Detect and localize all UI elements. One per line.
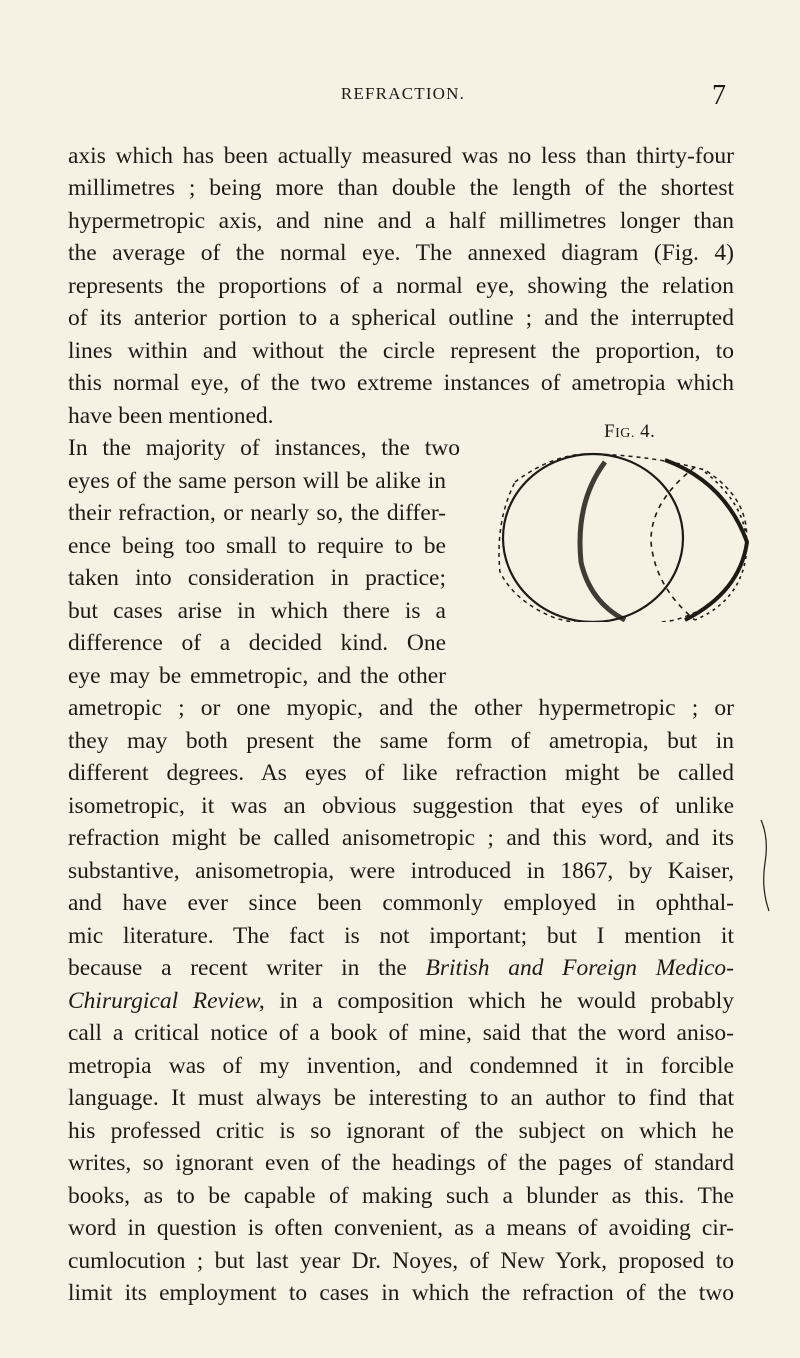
text-line: eyes of the same person will be alike in bbox=[68, 468, 446, 494]
text-line: taken into consideration in practice; bbox=[68, 565, 446, 591]
text-line: axis which has been actually measured was no less than thirty-four bbox=[68, 143, 734, 169]
text-line: word in question is often convenient, as a means of avoiding cir- bbox=[68, 1215, 734, 1241]
text-line: call a critical notice of a book of mine, said that the word aniso- bbox=[68, 1020, 734, 1046]
text-line-with-italic: Chirurgical Review, in a composition which he would probably bbox=[68, 988, 734, 1014]
text-line: have been mentioned. bbox=[68, 403, 274, 429]
text-line: represents the proportions of a normal eye, showing the relation bbox=[68, 273, 734, 299]
text-line: millimetres ; being more than double the length of the shortest bbox=[68, 175, 734, 201]
text-line: and have ever since been commonly employed in ophthal- bbox=[68, 890, 734, 916]
text-line: this normal eye, of the two extreme instances of ametropia which bbox=[68, 370, 734, 396]
text-line: books, as to be capable of making such a blunder as this. The bbox=[68, 1183, 734, 1209]
text-line: writes, so ignorant even of the headings of the pages of standard bbox=[68, 1150, 734, 1176]
text-line: difference of a decided kind. One bbox=[68, 630, 446, 656]
text-line: the average of the normal eye. The annexed diagram (Fig. 4) bbox=[68, 240, 734, 266]
text-line: refraction might be called anisometropic ; and this word, and its bbox=[68, 825, 734, 851]
text-line: limit its employment to cases in which the refraction of the two bbox=[68, 1280, 734, 1306]
journal-title-part2: Chirurgical Review, bbox=[68, 988, 265, 1014]
text-line: ence being too small to require to be bbox=[68, 533, 446, 559]
text-line: metropia was of my invention, and condemned it in forcible bbox=[68, 1053, 734, 1079]
text-line: of its anterior portion to a spherical outline ; and the interrupted bbox=[68, 305, 734, 331]
eye-diagram-figure bbox=[455, 442, 755, 622]
text-line: their refraction, or nearly so, the differ- bbox=[68, 500, 446, 526]
text-line: lines within and without the circle represent the proportion, to bbox=[68, 338, 734, 364]
text-line: but cases arise in which there is a bbox=[68, 598, 446, 624]
text-line: In the majority of instances, the two bbox=[68, 435, 460, 461]
text-line: language. It must always be interesting to an author to find that bbox=[68, 1085, 734, 1111]
text-line: cumlocution ; but last year Dr. Noyes, of New York, proposed to bbox=[68, 1248, 734, 1274]
text-line: his professed critic is so ignorant of the subject on which he bbox=[68, 1118, 734, 1144]
text-line: ametropic ; or one myopic, and the other hypermetropic ; or bbox=[68, 695, 734, 721]
outer-interrupted-outline bbox=[499, 454, 747, 622]
eye-diagram bbox=[455, 442, 755, 622]
text-line: mic literature. The fact is not important; but I mention it bbox=[68, 923, 734, 949]
cornea-curve bbox=[665, 460, 747, 620]
text-line: eye may be emmetropic, and the other bbox=[68, 663, 446, 689]
margin-bracket-mark bbox=[755, 818, 775, 913]
running-head: REFRACTION. bbox=[340, 84, 466, 103]
text-line: isometropic, it was an obvious suggestion that eyes of unlike bbox=[68, 793, 734, 819]
anterior-shading bbox=[580, 462, 625, 620]
text-line: different degrees. As eyes of like refraction might be called bbox=[68, 760, 734, 786]
text-line: they may both present the same form of ametropia, but in bbox=[68, 728, 734, 754]
figure-caption: FIG. 4. bbox=[604, 421, 656, 442]
journal-title-part1: British and Foreign Medico- bbox=[425, 955, 734, 981]
page-number: 7 bbox=[712, 80, 726, 111]
text-line-with-italic: because a recent writer in the British and Foreign Medico- bbox=[68, 955, 734, 981]
text-line: hypermetropic axis, and nine and a half millimetres longer than bbox=[68, 208, 734, 234]
text-line: substantive, anisometropia, were introduced in 1867, by Kaiser, bbox=[68, 858, 734, 884]
